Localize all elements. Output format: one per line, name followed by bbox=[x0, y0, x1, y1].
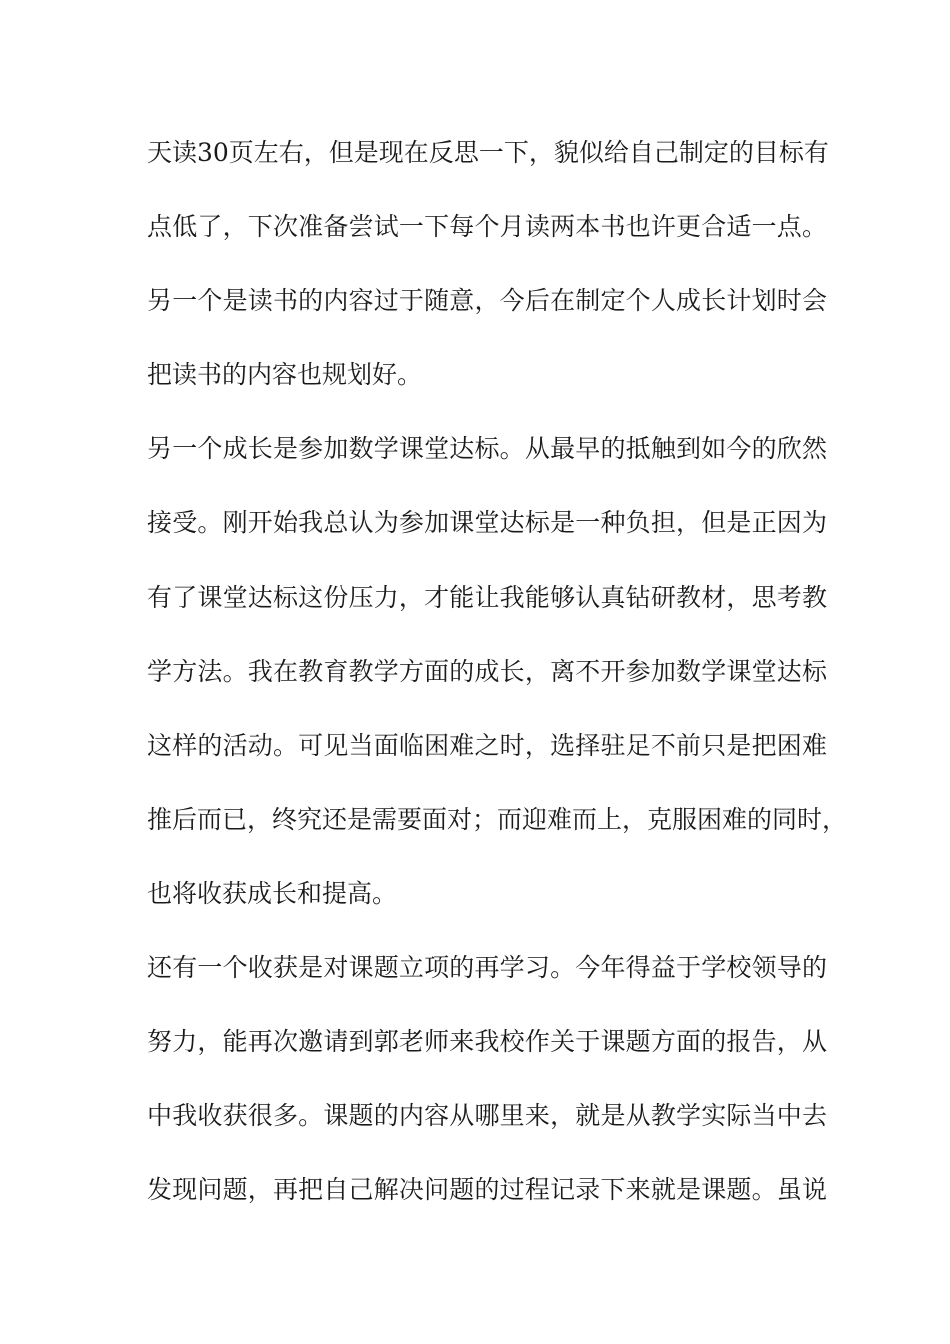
text-line: 另一个成长是参加数学课堂达标。从最早的抵触到如今的欣然 bbox=[147, 434, 827, 463]
text-line: 这样的活动。可见当面临困难之时，选择驻足不前只是把困难 bbox=[147, 731, 827, 760]
text-line: 把读书的内容也规划好。 bbox=[147, 360, 423, 389]
text-line: 中我收获很多。课题的内容从哪里来，就是从教学实际当中去 bbox=[147, 1101, 827, 1130]
text-line: 天读30页左右，但是现在反思一下，貌似给自己制定的目标有 bbox=[147, 138, 829, 167]
text-line: 也将收获成长和提高。 bbox=[147, 879, 398, 908]
text-line: 有了课堂达标这份压力，才能让我能够认真钻研教材，思考教 bbox=[147, 583, 827, 612]
text-line: 接受。刚开始我总认为参加课堂达标是一种负担，但是正因为 bbox=[147, 508, 827, 537]
text-line: 另一个是读书的内容过于随意，今后在制定个人成长计划时会 bbox=[147, 286, 827, 315]
text-line: 点低了，下次准备尝试一下每个月读两本书也许更合适一点。 bbox=[147, 212, 827, 241]
text-line: 学方法。我在教育教学方面的成长，离不开参加数学课堂达标 bbox=[147, 657, 827, 686]
text-line: 还有一个收获是对课题立项的再学习。今年得益于学校领导的 bbox=[147, 953, 827, 982]
text-line: 推后而已，终究还是需要面对；而迎难而上，克服困难的同时， bbox=[147, 805, 848, 834]
text-line: 发现问题，再把自己解决问题的过程记录下来就是课题。虽说 bbox=[147, 1175, 827, 1204]
text-line: 努力，能再次邀请到郭老师来我校作关于课题方面的报告，从 bbox=[147, 1027, 827, 1056]
